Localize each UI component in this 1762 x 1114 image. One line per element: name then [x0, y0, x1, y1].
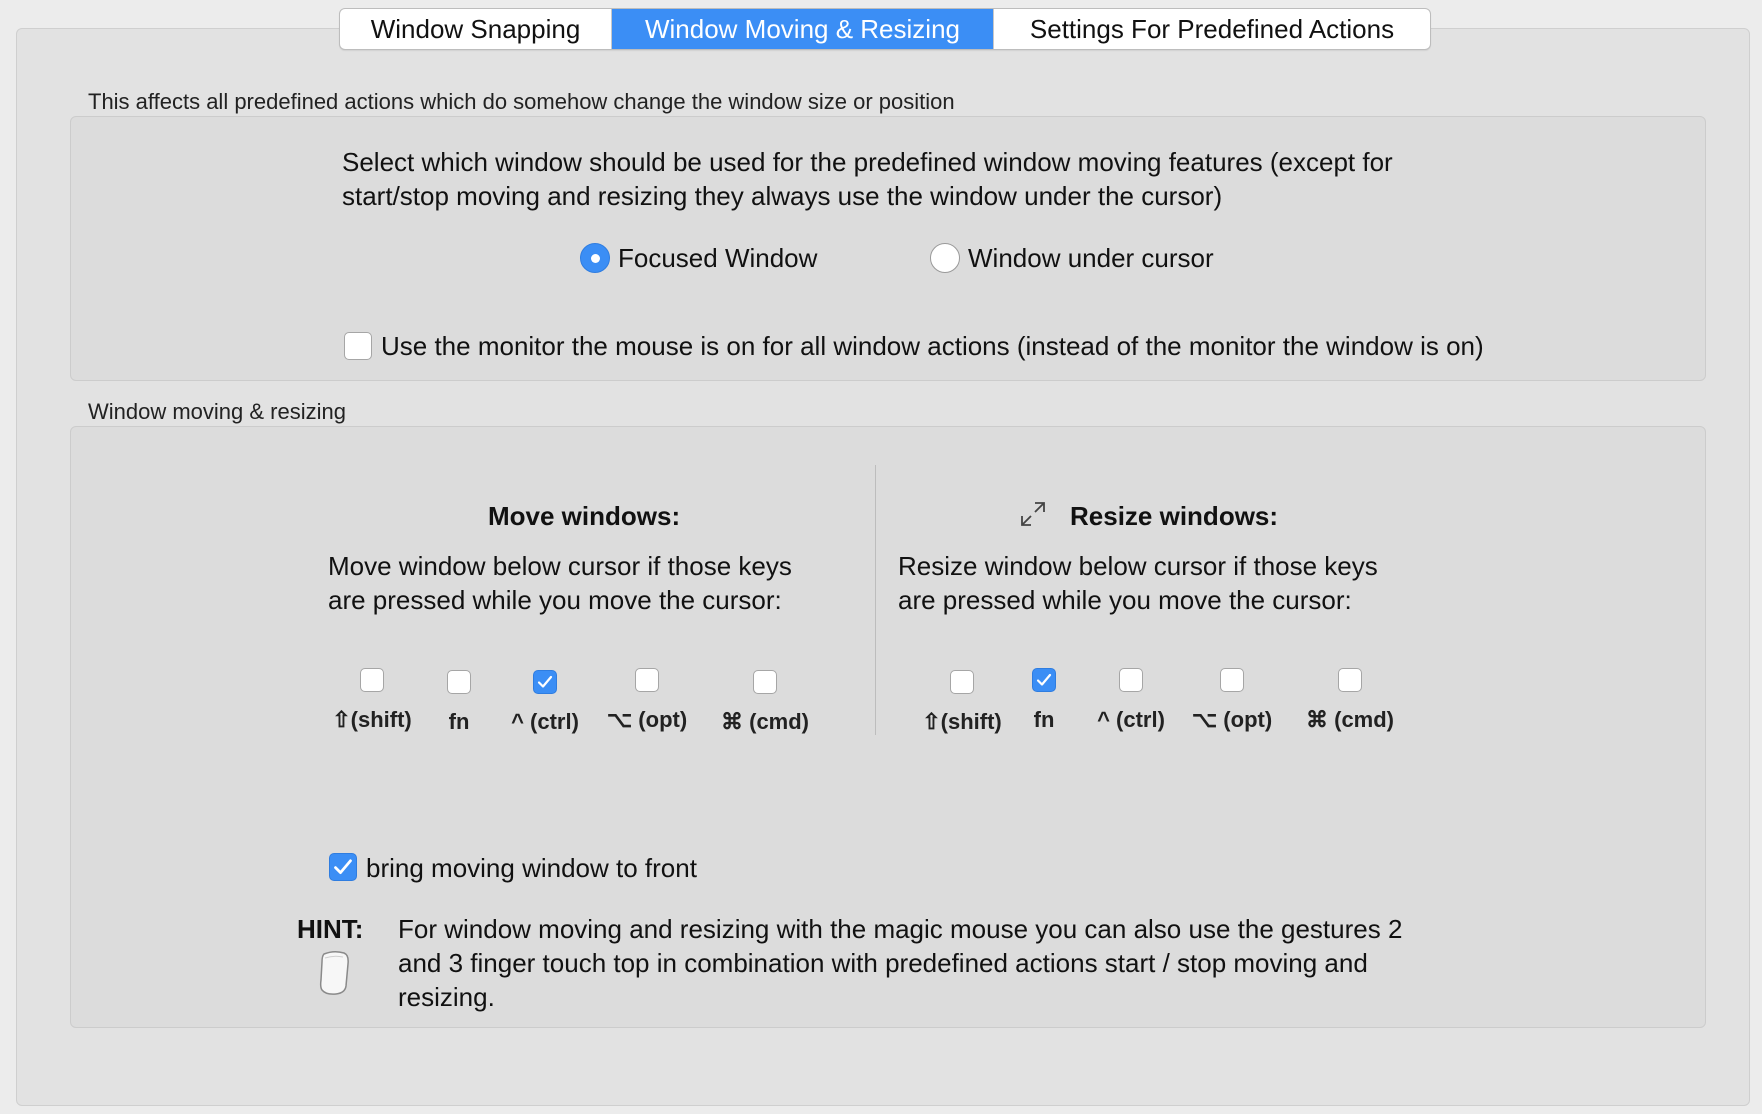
monitor-checkbox[interactable] — [344, 332, 372, 360]
hint-text-line3: resizing. — [398, 982, 495, 1012]
move-key-ctrl-checkbox[interactable] — [533, 670, 557, 694]
window-selection-description-line1: Select which window should be used for the predefined window moving features (except for — [342, 147, 1393, 177]
hint-text-line2: and 3 finger touch top in combination with predefined actions start / stop moving and — [398, 948, 1368, 978]
move-key-cmd-label: ⌘ (cmd) — [721, 709, 809, 734]
bring-to-front-checkbox[interactable] — [329, 853, 357, 881]
move-key-opt-label: ⌥ (opt) — [606, 707, 688, 732]
move-windows-desc-line1: Move window below cursor if those keys — [328, 551, 792, 581]
move-windows-desc-line2: are pressed while you move the cursor: — [328, 585, 782, 615]
section-label-predefined-actions: This affects all predefined actions which do somehow change the window size or position — [88, 89, 955, 114]
resize-key-ctrl-checkbox[interactable] — [1119, 668, 1143, 692]
resize-windows-title: Resize windows: — [1070, 501, 1279, 531]
move-key-fn-checkbox[interactable] — [447, 670, 471, 694]
tab-window-moving-resizing[interactable]: Window Moving & Resizing — [612, 9, 994, 49]
tab-bar — [339, 8, 1431, 50]
monitor-checkbox-label: Use the monitor the mouse is on for all window actions (instead of the monitor the window is on) — [381, 331, 1484, 361]
move-key-opt-checkbox[interactable] — [635, 668, 659, 692]
radio-window-under-cursor-label: Window under cursor — [968, 243, 1214, 273]
resize-key-opt-label: ⌥ (opt) — [1191, 707, 1273, 732]
resize-windows-desc-line2: are pressed while you move the cursor: — [898, 585, 1352, 615]
resize-key-cmd-checkbox[interactable] — [1338, 668, 1362, 692]
section-label-moving-resizing: Window moving & resizing — [88, 399, 346, 424]
resize-key-fn-checkbox[interactable] — [1032, 668, 1056, 692]
resize-key-opt-checkbox[interactable] — [1220, 668, 1244, 692]
hint-label: HINT: — [297, 914, 364, 944]
move-key-shift-label: ⇧(shift) — [332, 707, 412, 732]
resize-key-ctrl-label: ^ (ctrl) — [1097, 707, 1165, 732]
resize-key-fn-label: fn — [1033, 707, 1055, 732]
radio-window-under-cursor[interactable] — [930, 243, 960, 273]
move-key-cmd-checkbox[interactable] — [753, 670, 777, 694]
column-divider — [875, 465, 876, 735]
move-windows-title: Move windows: — [488, 501, 681, 531]
radio-focused-window-label: Focused Window — [618, 243, 818, 273]
move-key-ctrl-label: ^ (ctrl) — [511, 709, 579, 734]
hint-text-line1: For window moving and resizing with the magic mouse you can also use the gestures 2 — [398, 914, 1403, 944]
tab-window-snapping[interactable]: Window Snapping — [340, 9, 612, 49]
resize-windows-desc-line1: Resize window below cursor if those keys — [898, 551, 1378, 581]
expand-arrows-icon — [1018, 499, 1048, 534]
move-key-shift-checkbox[interactable] — [360, 668, 384, 692]
window-selection-description-line2: start/stop moving and resizing they always use the window under the cursor) — [342, 181, 1223, 211]
tab-settings-predefined-actions[interactable]: Settings For Predefined Actions — [1029, 14, 1395, 44]
move-key-fn-label: fn — [448, 709, 470, 734]
resize-key-shift-label: ⇧(shift) — [922, 709, 1002, 734]
bring-to-front-label: bring moving window to front — [366, 853, 697, 883]
resize-key-shift-checkbox[interactable] — [950, 670, 974, 694]
radio-focused-window[interactable] — [580, 243, 610, 273]
resize-key-cmd-label: ⌘ (cmd) — [1306, 707, 1394, 732]
magic-mouse-icon — [316, 950, 352, 1001]
